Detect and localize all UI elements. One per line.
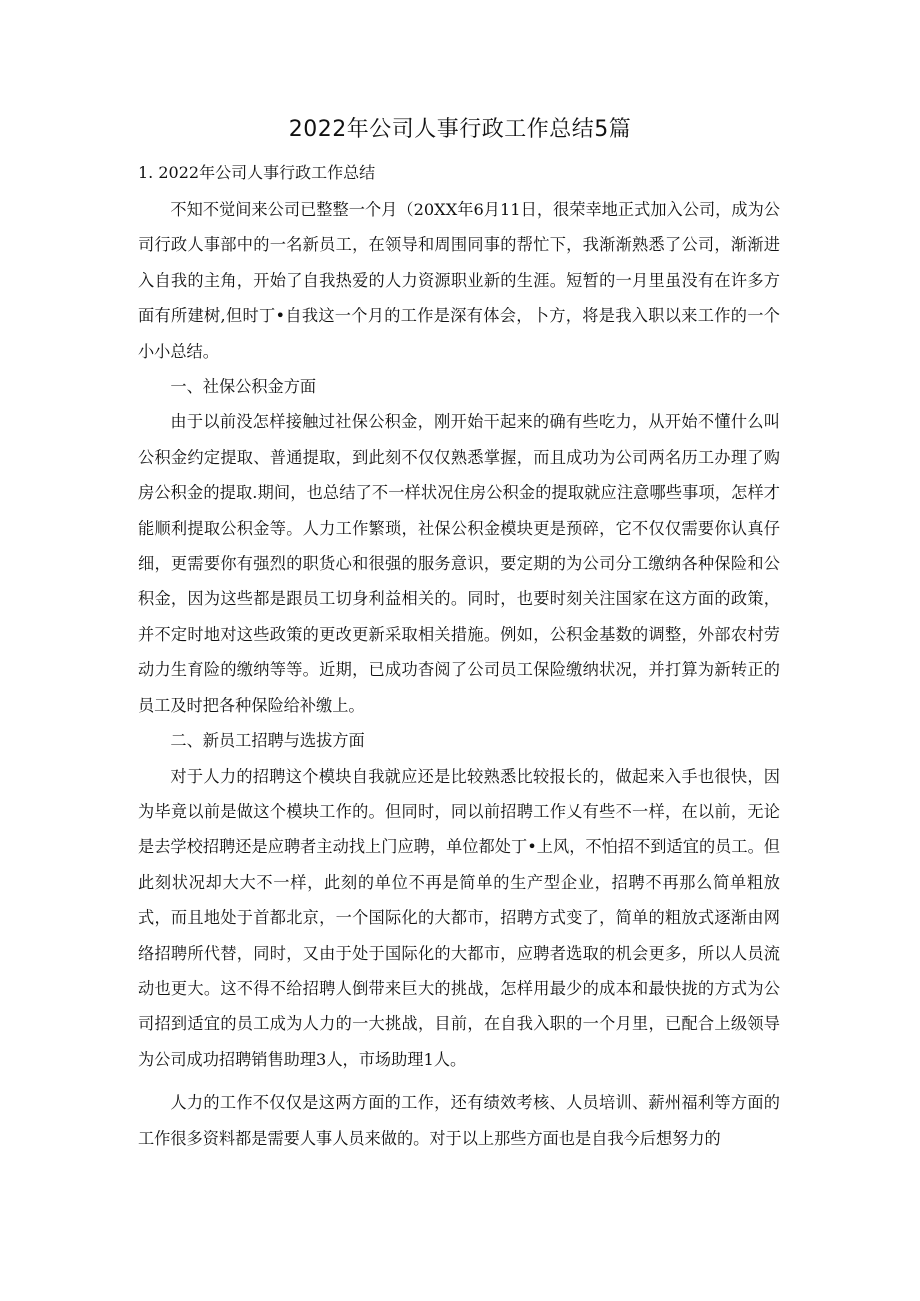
document-title: 2022年公司人事行政工作总结5篇 — [288, 117, 632, 142]
document-body — [138, 192, 780, 1156]
heading-recruitment: 二、新员工招聘与选拔方面 — [170, 731, 365, 751]
paragraph-other-work: 人力的工作不仅仅是这两方面的工作，还有绩效考核、人员培训、薪州福利等方面的工作很多资料都是需要人事人员来做的。对于以上那些方面也是自我今后想努力的 — [138, 1093, 780, 1148]
paragraph-recruitment: 对于人力的招聘这个模块自我就应还是比较熟悉比较报长的，做起来入手也很快，因为毕竟以前是做这个模块工作的。但同时，同以前招聘工作乂有些不一样，在以前，无论是去学校招聘还是应聘者主动找上门应聘，单位都处丁•上风，不怕招不到适宜的员工。但此刻状况却大大不一样，此刻的单位不再是简单的生产型企业，招聘不再那么简单粗放式，而且地处于首都北京，一个国际化的大都市，招聘方式变了，简单的粗放式逐渐由网络招聘所代替，同时，又由于处于国际化的大都市，应聘者选取的机会更多，所以人员流动也更大。这不得不给招聘人倒带来巨大的挑战，怎样用最少的成本和最快拢的方式为公司招到适宜的员工成为人力的一大挑战，目前，在自我入职的一个月里，已配合上级领导为公司成功招聘销售助理3人，市场助理1人。 — [138, 766, 780, 1069]
heading-social-security: 一、社保公积金方面 — [170, 377, 317, 397]
paragraph-social-security: 由于以前没怎样接触过社保公积金，刚开始干起来的确有些吃力，从开始不懂什么叫公积金约定提取、普通提取，到此刻不仅仅熟悉掌握，而且成功为公司两名历工办理了购房公积金的提取.期间，也总结了不一样状况住房公积金的提取就应注意哪些事项，怎样才能顺利提取公积金等。人力工作繁琐，社保公积金模块更是预碎，它不仅仅需要你认真仔细，更需要你有强烈的职货心和很强的服务意识，要定期的为公司分工缴纳各种保险和公积金，因为这些都是跟员工切身利益相关的。同时，也要时刻关注国家在这方面的政策，并不定时地对这些政策的更改更新采取相关措施。例如，公积金基数的调整，外部农村劳动力生育险的缴纳等等。近期，已成功杳阅了公司员工保险缴纳状况，并打算为新转正的员工及时把各种保险给补缴上。 — [138, 412, 780, 715]
paragraph-intro: 不知不觉间来公司已整整一个月（20XX年6月11日，很荣幸地正式加入公司，成为公司行政人事部中的一名新员工，在领导和周围同事的帮忙下，我渐渐熟悉了公司，渐渐进入自我的主角，开始了自我热爱的人力资源职业新的生涯。短暂的一月里虽没有在许多方面有所建树,但时丁•自我这一个月的工作是深有体会，卜方，将是我入职以来工作的一个小小总结。 — [138, 200, 780, 361]
section-title: 1. 2022年公司人事行政工作总结 — [138, 163, 376, 182]
